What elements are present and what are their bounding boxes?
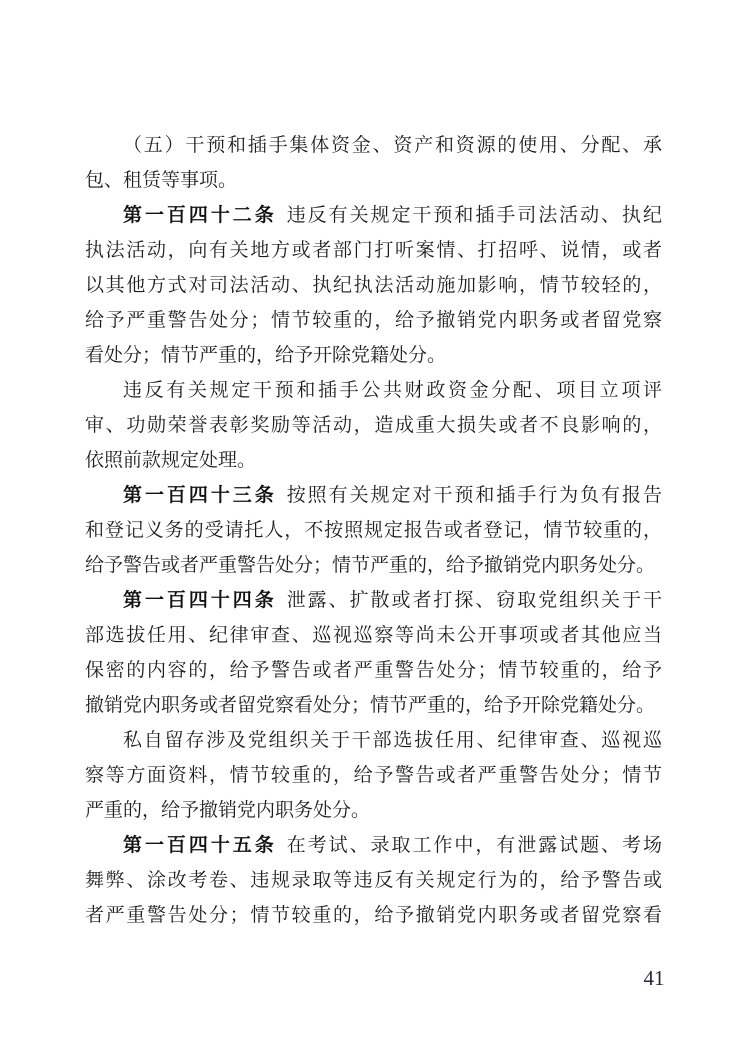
article-heading: 第一百四十二条 xyxy=(123,205,277,226)
text-line xyxy=(85,408,662,443)
line-text: 按照有关规定对干预和插手行为负有报告 xyxy=(286,485,662,506)
text-line xyxy=(85,758,662,793)
text-line xyxy=(85,688,662,723)
text-line xyxy=(85,548,662,583)
paragraph-article-144 xyxy=(85,583,662,723)
page-number: 41 xyxy=(643,966,665,990)
line-text: 保密的内容的，给予警告或者严重警告处分；情节较重的，给予 xyxy=(85,660,662,681)
text-line xyxy=(85,898,662,933)
paragraph xyxy=(85,373,662,478)
line-text: 私自留存涉及党组织关于干部选拔任用、纪律审查、巡视巡 xyxy=(123,730,662,751)
line-text: 给予严重警告处分；情节较重的，给予撤销党内职务或者留党察 xyxy=(85,310,662,331)
article-heading: 第一百四十五条 xyxy=(123,835,277,856)
line-text: 以其他方式对司法活动、执纪执法活动施加影响，情节较轻的， xyxy=(85,275,662,296)
article-heading: 第一百四十四条 xyxy=(123,590,277,611)
line-text: 舞弊、涂改考卷、违规录取等违反有关规定行为的，给予警告或 xyxy=(85,870,662,891)
line-text: 部选拔任用、纪律审查、巡视巡察等尚未公开事项或者其他应当 xyxy=(85,625,662,646)
paragraph-article-145 xyxy=(85,828,662,933)
text-line xyxy=(85,793,662,828)
line-text: 撤销党内职务或者留党察看处分；情节严重的，给予开除党籍处分。 xyxy=(85,695,656,716)
text-line xyxy=(85,828,662,863)
text-line xyxy=(85,478,662,513)
line-text: 看处分；情节严重的，给予开除党籍处分。 xyxy=(85,345,447,366)
line-text: 严重的，给予撤销党内职务处分。 xyxy=(85,800,371,821)
line-text: 依照前款规定处理。 xyxy=(85,450,257,471)
text-line xyxy=(85,443,662,478)
line-text: 审、功勋荣誉表彰奖励等活动，造成重大损失或者不良影响的， xyxy=(85,415,662,436)
line-text: 违反有关规定干预和插手司法活动、执纪 xyxy=(286,205,662,226)
article-heading: 第一百四十三条 xyxy=(123,485,277,506)
line-text: 者严重警告处分；情节较重的，给予撤销党内职务或者留党察看 xyxy=(85,905,662,926)
line-text: 在考试、录取工作中，有泄露试题、考场 xyxy=(286,835,662,856)
text-line xyxy=(85,723,662,758)
text-line xyxy=(85,303,662,338)
text-line xyxy=(85,128,662,163)
paragraph-article-143 xyxy=(85,478,662,583)
text-line xyxy=(85,653,662,688)
paragraph-article-142 xyxy=(85,198,662,373)
line-text: 和登记义务的受请托人，不按照规定报告或者登记，情节较重的， xyxy=(85,520,662,541)
line-text: （五）干预和插手集体资金、资产和资源的使用、分配、承 xyxy=(123,135,662,156)
paragraph xyxy=(85,128,662,198)
line-text: 违反有关规定干预和插手公共财政资金分配、项目立项评 xyxy=(123,380,662,401)
text-line xyxy=(85,338,662,373)
text-line xyxy=(85,618,662,653)
text-line xyxy=(85,163,662,198)
text-line xyxy=(85,513,662,548)
text-line xyxy=(85,863,662,898)
text-line xyxy=(85,268,662,303)
line-text: 给予警告或者严重警告处分；情节严重的，给予撤销党内职务处分。 xyxy=(85,555,656,576)
line-text: 包、租赁等事项。 xyxy=(85,170,238,191)
text-line xyxy=(85,373,662,408)
text-line xyxy=(85,198,662,233)
paragraph xyxy=(85,723,662,828)
line-text: 察等方面资料，情节较重的，给予警告或者严重警告处分；情节 xyxy=(85,765,662,786)
document-body xyxy=(85,128,662,933)
line-text: 泄露、扩散或者打探、窃取党组织关于干 xyxy=(286,590,662,611)
text-line xyxy=(85,583,662,618)
line-text: 执法活动，向有关地方或者部门打听案情、打招呼、说情，或者 xyxy=(85,240,662,261)
text-line xyxy=(85,233,662,268)
